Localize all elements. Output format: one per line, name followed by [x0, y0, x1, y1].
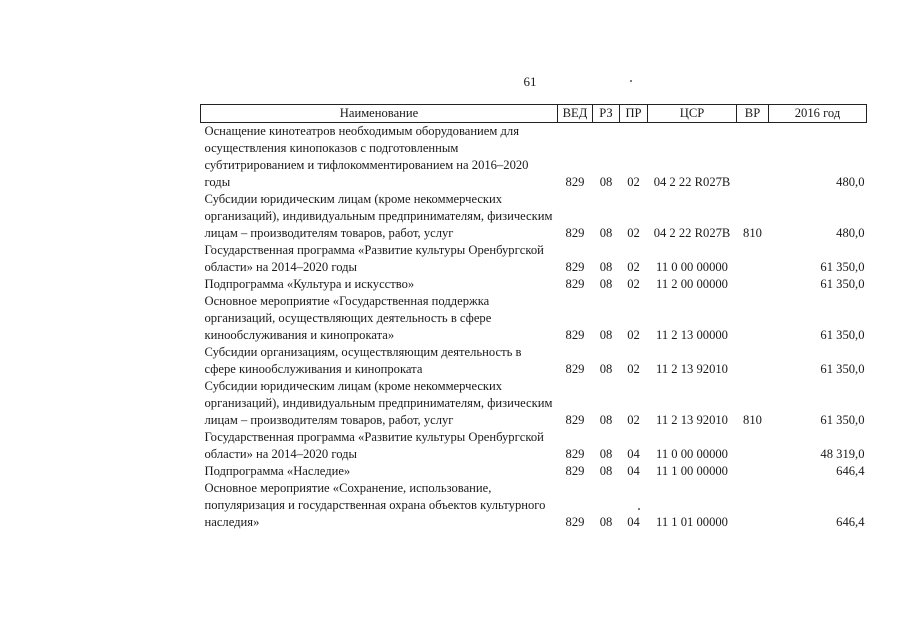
row-ved: 829: [565, 277, 585, 291]
row-amount: 646,4: [836, 464, 865, 478]
row-amount: 61 350,0: [820, 362, 865, 376]
row-csr: 11 2 13 92010: [656, 362, 728, 376]
row-pr: 02: [627, 226, 640, 240]
header-year: 2016 год: [769, 105, 867, 123]
row-vr: [737, 480, 769, 531]
row-name: Субсидии организациям, осуществляющим деятельность в сфере кинообслуживания и кинопроката: [204, 345, 522, 376]
row-amount: 61 350,0: [820, 328, 865, 342]
table-row: [201, 276, 867, 293]
row-pr: 02: [627, 362, 640, 376]
row-amount: 61 350,0: [820, 413, 865, 427]
row-vr: 810: [743, 413, 762, 427]
row-pr: 04: [627, 515, 640, 529]
row-pr: 02: [627, 328, 640, 342]
row-name: Основное мероприятие «Сохранение, использование, популяризация и государственная охрана объектов культурного наследия»: [204, 481, 546, 529]
row-name: Субсидии юридическим лицам (кроме некоммерческих организаций), индивидуальным предпринимателям, физическим лицам – производителям товаров, работ, услуг: [204, 379, 553, 427]
row-csr: 11 2 13 00000: [656, 328, 728, 342]
row-ved: 829: [565, 328, 585, 342]
row-ved: 829: [565, 226, 585, 240]
row-pr: 02: [627, 413, 640, 427]
row-name: Подпрограмма «Наследие»: [204, 464, 351, 478]
row-rz: 08: [599, 362, 613, 376]
row-pr: 02: [627, 175, 640, 189]
row-ved: 829: [565, 447, 585, 461]
row-name: Государственная программа «Развитие культуры Оренбургской области» на 2014–2020 годы: [204, 243, 544, 274]
budget-table: [200, 104, 867, 531]
row-csr: 11 1 01 00000: [656, 515, 728, 529]
table-row: [201, 344, 867, 378]
row-csr: 11 2 13 92010: [656, 413, 728, 427]
header-rz: РЗ: [593, 105, 620, 123]
table-row: [201, 242, 867, 276]
row-vr: [737, 344, 769, 378]
row-amount: 48 319,0: [820, 447, 865, 461]
table-row: [201, 429, 867, 463]
row-pr: 04: [627, 447, 640, 461]
table-row: [201, 191, 867, 242]
table-row: [201, 480, 867, 531]
table-body: [201, 123, 867, 532]
row-rz: 08: [599, 328, 613, 342]
header-pr: ПР: [620, 105, 648, 123]
row-amount: 646,4: [836, 515, 865, 529]
row-pr: 02: [627, 260, 640, 274]
table-row: [201, 123, 867, 192]
table-row: [201, 463, 867, 480]
row-name: Подпрограмма «Культура и искусство»: [204, 277, 415, 291]
row-vr: [737, 276, 769, 293]
table-row: [201, 378, 867, 429]
row-csr: 11 2 00 00000: [656, 277, 728, 291]
header-csr: ЦСР: [648, 105, 737, 123]
row-ved: 829: [565, 260, 585, 274]
row-amount: 480,0: [836, 226, 865, 240]
row-csr: 04 2 22 R027B: [653, 226, 731, 240]
header-name: Наименование: [201, 105, 558, 123]
row-name: Основное мероприятие «Государственная поддержка организаций, осуществляющих деятельность в сфере кинообслуживания и кинопроката»: [204, 294, 492, 342]
row-amount: 61 350,0: [820, 277, 865, 291]
row-name: Субсидии юридическим лицам (кроме некоммерческих организаций), индивидуальным предпринимателям, физическим лицам – производителям товаров, работ, услуг: [204, 192, 553, 240]
row-csr: 04 2 22 R027B: [653, 175, 731, 189]
header-vr: ВР: [737, 105, 769, 123]
row-ved: 829: [565, 413, 585, 427]
row-vr: [737, 463, 769, 480]
page-number: 61: [523, 74, 537, 89]
row-vr: [737, 429, 769, 463]
row-vr: [737, 242, 769, 276]
row-pr: 04: [627, 464, 640, 478]
row-amount: 480,0: [836, 175, 865, 189]
row-vr: 810: [743, 226, 762, 240]
row-rz: 08: [599, 277, 613, 291]
row-ved: 829: [565, 362, 585, 376]
table-header: [201, 105, 867, 123]
row-ved: 829: [565, 175, 585, 189]
row-rz: 08: [599, 464, 613, 478]
row-name: Государственная программа «Развитие культуры Оренбургской области» на 2014–2020 годы: [204, 430, 544, 461]
table-row: [201, 293, 867, 344]
row-csr: 11 0 00 00000: [656, 260, 728, 274]
row-pr: 02: [627, 277, 640, 291]
row-rz: 08: [599, 226, 613, 240]
row-rz: 08: [599, 515, 613, 529]
scan-speck: [630, 80, 632, 82]
row-amount: 61 350,0: [820, 260, 865, 274]
header-ved: ВЕД: [558, 105, 593, 123]
row-rz: 08: [599, 447, 613, 461]
row-rz: 08: [599, 175, 613, 189]
row-csr: 11 0 00 00000: [656, 447, 728, 461]
row-ved: 829: [565, 515, 585, 529]
row-name: Оснащение кинотеатров необходимым оборудованием для осуществления кинопоказов с подготовленным субтитрированием и тифлокомментированием на 2016–2020 годы: [204, 124, 529, 189]
row-rz: 08: [599, 413, 613, 427]
row-ved: 829: [565, 464, 585, 478]
row-rz: 08: [599, 260, 613, 274]
row-csr: 11 1 00 00000: [656, 464, 728, 478]
row-vr: [737, 123, 769, 192]
row-vr: [737, 293, 769, 344]
